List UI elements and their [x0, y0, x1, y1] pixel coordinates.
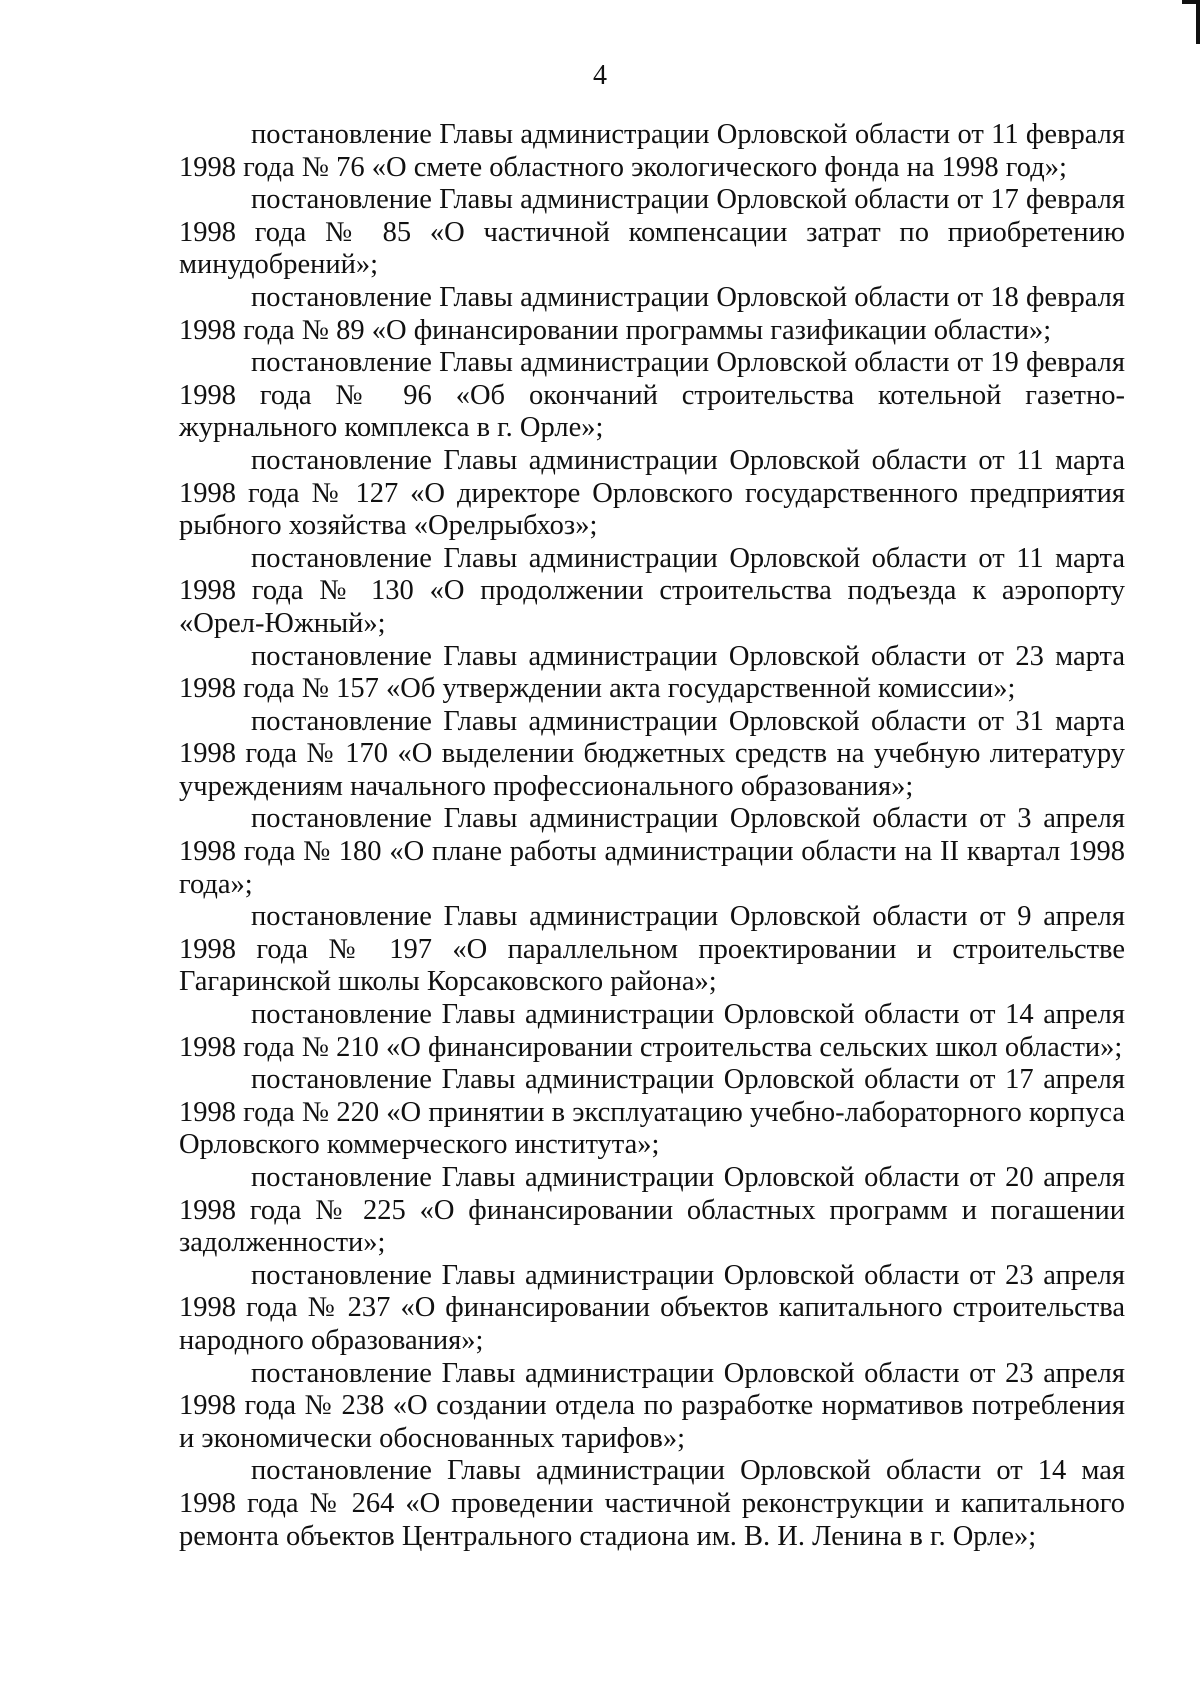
list-item: постановление Главы администрации Орловской области от 11 марта 1998 года № 127 «О директоре Орловского государственного предприятия рыбного хозяйства «Орелрыбхоз»; [179, 444, 1125, 542]
list-item: постановление Главы администрации Орловской области от 23 апреля 1998 года № 238 «О создании отдела по разработке нормативов потребления и экономически обоснованных тарифов»; [179, 1357, 1125, 1454]
list-item: постановление Главы администрации Орловской области от 19 февраля 1998 года № 96 «Об окончаний строительства котельной газетно-журнального комплекса в г. Орле»; [179, 347, 1125, 444]
list-item: постановление Главы администрации Орловской области от 14 апреля 1998 года № 210 «О финансировании строительства сельских школ области»; [179, 999, 1125, 1063]
list-item: постановление Главы администрации Орловской области от 18 февраля 1998 года № 89 «О финансировании программы газификации области»; [179, 281, 1125, 346]
resolution-list [179, 119, 1125, 1553]
list-item: постановление Главы администрации Орловской области от 17 апреля 1998 года № 220 «О принятии в эксплуатацию учебно-лабораторного корпуса Орловского коммерческого института»; [179, 1064, 1125, 1161]
page-number: 4 [593, 60, 607, 91]
list-item: постановление Главы администрации Орловской области от 9 апреля 1998 года № 197 «О параллельном проектировании и строительстве Гагаринской школы Корсаковского района»; [179, 901, 1125, 998]
list-item: постановление Главы администрации Орловской области от 3 апреля 1998 года № 180 «О плане работы администрации области на II квартал 1998 года»; [179, 803, 1125, 900]
list-item: постановление Главы администрации Орловской области от 17 февраля 1998 года № 85 «О частичной компенсации затрат по приобретению минудобрений»; [179, 184, 1125, 281]
list-item: постановление Главы администрации Орловской области от 23 марта 1998 года № 157 «Об утверждении акта государственной комиссии»; [179, 640, 1125, 705]
list-item: постановление Главы администрации Орловской области от 20 апреля 1998 года № 225 «О финансировании областных программ и погашении задолженности»; [179, 1162, 1125, 1259]
list-item: постановление Главы администрации Орловской области от 11 февраля 1998 года № 76 «О смете областного экологического фонда на 1998 год»; [179, 119, 1125, 183]
list-item: постановление Главы администрации Орловской области от 11 марта 1998 года № 130 «О продолжении строительства подъезда к аэропорту «Орел-Южный»; [179, 542, 1125, 639]
list-item: постановление Главы администрации Орловской области от 14 мая 1998 года № 264 «О проведении частичной реконструкции и капитального ремонта объектов Центрального стадиона им. В. И. Ленина в г. Орле»; [179, 1455, 1125, 1552]
list-item: постановление Главы администрации Орловской области от 23 апреля 1998 года № 237 «О финансировании объектов капитального строительства народного образования»; [179, 1259, 1125, 1356]
list-item: постановление Главы администрации Орловской области от 31 марта 1998 года № 170 «О выделении бюджетных средств на учебную литературу учреждениям начального профессионального образования»; [179, 705, 1125, 802]
scan-corner-mark [1182, 0, 1200, 44]
